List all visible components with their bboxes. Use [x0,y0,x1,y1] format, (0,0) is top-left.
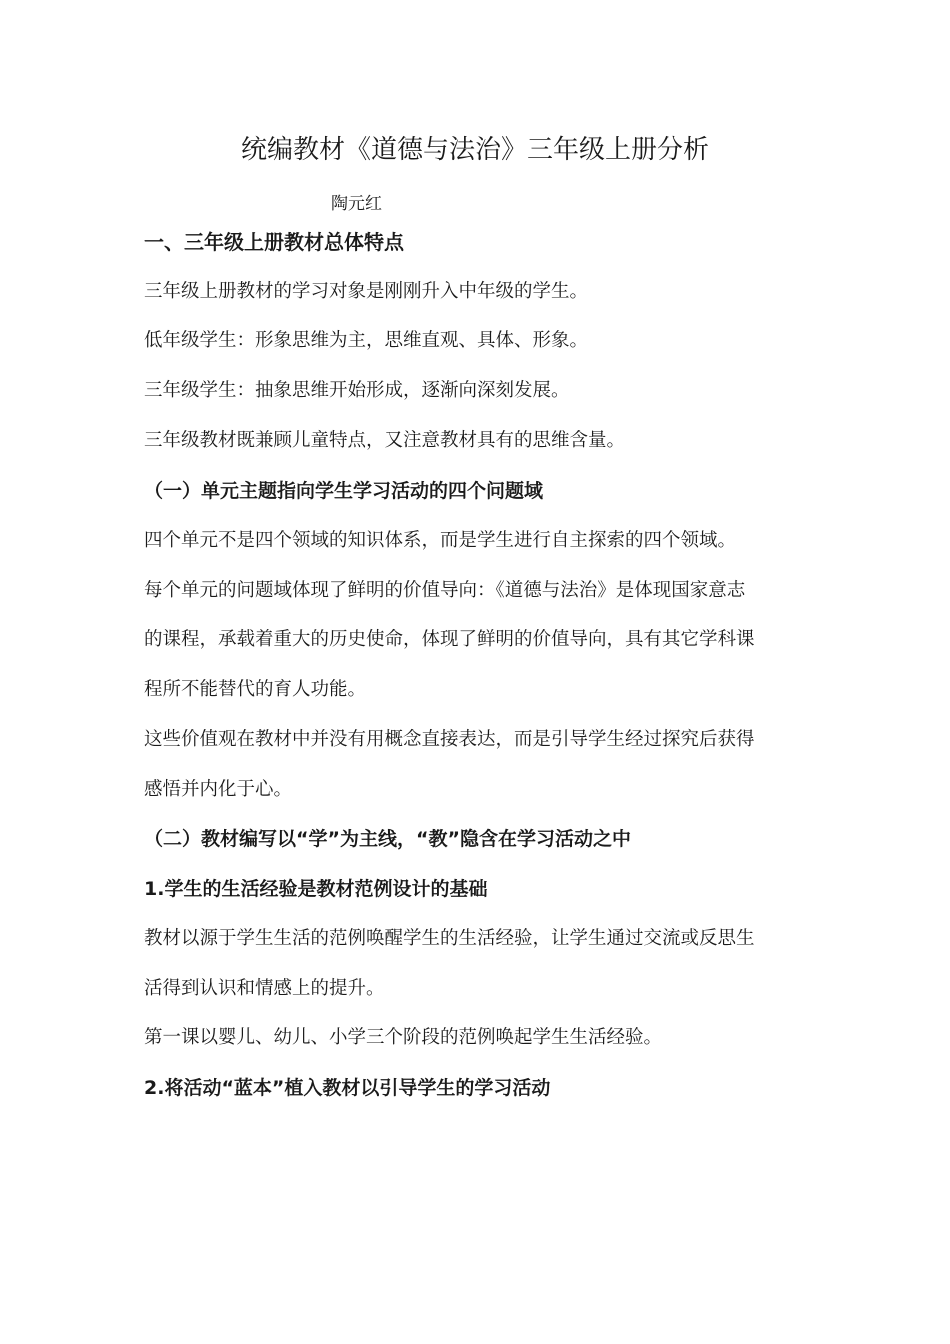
paragraph-line: 三年级上册教材的学习对象是刚刚升入中年级的学生。 [144,281,589,302]
paragraph-line: 低年级学生：形象思维为主，思维直观、具体、形象。 [144,330,589,351]
paragraph-line: 的课程，承载着重大的历史使命，体现了鲜明的价值导向，具有其它学科课 [144,629,755,650]
subsection-heading-3: 1.学生的生活经验是教材范例设计的基础 [144,878,488,900]
document-title: 统编教材《道德与法治》三年级上册分析 [240,135,709,165]
section-heading-1: 一、三年级上册教材总体特点 [144,230,404,254]
subsection-heading-2: （二）教材编写以“学”为主线，“教”隐含在学习活动之中 [144,828,631,850]
paragraph-line: 程所不能替代的育人功能。 [144,679,367,700]
paragraph-line: 第一课以婴儿、幼儿、小学三个阶段的范例唤起学生生活经验。 [144,1027,663,1048]
paragraph-line: 教材以源于学生生活的范例唤醒学生的生活经验，让学生通过交流或反思生 [144,928,755,949]
paragraph-line: 三年级学生：抽象思维开始形成，逐渐向深刻发展。 [144,380,570,401]
author-name: 陶元红 [331,194,382,214]
paragraph-line: 每个单元的问题域体现了鲜明的价值导向：《道德与法治》是体现国家意志 [144,580,746,601]
subsection-heading-1: （一）单元主题指向学生学习活动的四个问题域 [144,480,544,502]
paragraph-line: 活得到认识和情感上的提升。 [144,978,385,999]
paragraph-line: 这些价值观在教材中并没有用概念直接表达，而是引导学生经过探究后获得 [144,729,755,750]
paragraph-line: 四个单元不是四个领域的知识体系，而是学生进行自主探索的四个领域。 [144,530,737,551]
paragraph-line: 三年级教材既兼顾儿童特点，又注意教材具有的思维含量。 [144,430,626,451]
paragraph-line: 感悟并内化于心。 [144,779,293,800]
subsection-heading-4: 2.将活动“蓝本”植入教材以引导学生的学习活动 [144,1077,551,1099]
